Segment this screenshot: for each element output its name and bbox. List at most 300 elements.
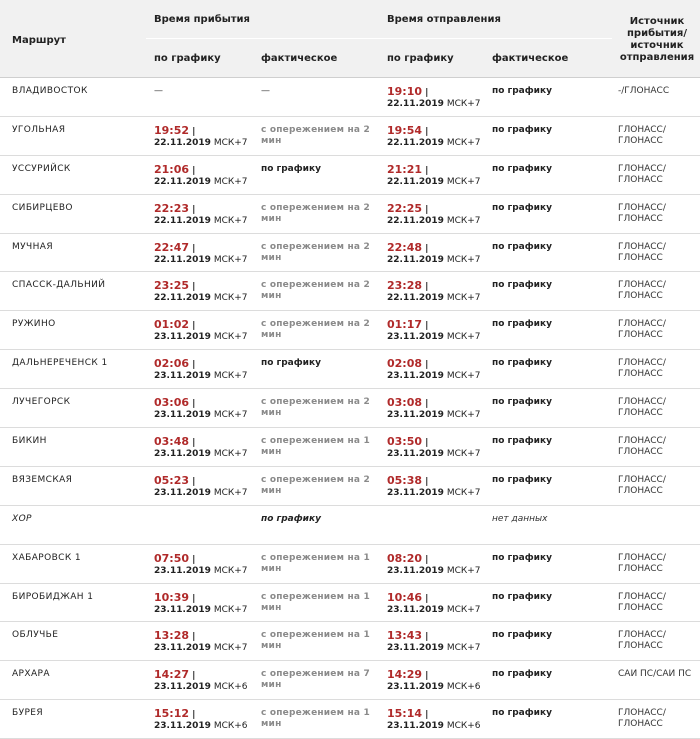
arrival-scheduled	[154, 553, 254, 577]
departure-separator: |	[422, 554, 429, 565]
arrival-time-line	[154, 319, 254, 332]
arrival-timezone: МСК+6	[213, 721, 248, 732]
source: ГЛОНАСС/ ГЛОНАСС	[618, 163, 666, 185]
departure-date-line	[387, 682, 487, 693]
arrival-timezone: МСК+6	[213, 682, 248, 693]
arrival-actual: по графику	[261, 358, 321, 369]
departure-separator: |	[422, 632, 429, 643]
table-header	[0, 0, 700, 78]
arrival-date: 23.11.2019	[154, 604, 211, 615]
arrival-time-line	[154, 203, 254, 216]
arrival-time: 05:23	[154, 473, 190, 487]
arrival-scheduled	[154, 475, 254, 499]
arrival-separator: |	[189, 399, 196, 410]
departure-separator: |	[422, 593, 429, 604]
arrival-date: 22.11.2019	[154, 293, 211, 304]
arrival-separator: |	[189, 554, 196, 565]
departure-separator: |	[422, 204, 429, 215]
departure-scheduled	[387, 708, 487, 732]
departure-time-line	[387, 630, 487, 643]
table-row	[0, 622, 700, 661]
table-row	[0, 661, 700, 700]
departure-time: 03:50	[387, 435, 423, 449]
station-name: МУЧНАЯ	[12, 241, 53, 252]
arrival-actual: с опережением на 2 мин	[261, 319, 370, 341]
arrival-date: 23.11.2019	[154, 682, 211, 693]
departure-time: 19:10	[387, 85, 423, 98]
departure-actual: по графику	[492, 708, 552, 719]
departure-date-line	[387, 605, 487, 616]
departure-separator: |	[422, 399, 429, 410]
arrival-scheduled	[154, 164, 254, 188]
departure-time-line	[387, 242, 487, 255]
arrival-date-line	[154, 605, 254, 616]
departure-date: 22.11.2019	[387, 293, 444, 304]
arrival-scheduled	[154, 669, 254, 693]
header-divider	[146, 38, 612, 39]
arrival-timezone: МСК+7	[213, 254, 248, 265]
arrival-actual: с опережением на 7 мин	[261, 669, 370, 691]
departure-time: 08:20	[387, 551, 423, 565]
arrival-time: 14:27	[154, 668, 190, 682]
departure-actual: нет данных	[492, 513, 548, 524]
arrival-date-line	[154, 293, 254, 304]
station-name: УГОЛЬНАЯ	[12, 124, 66, 135]
departure-time-line	[387, 436, 487, 449]
source: САИ ПС/САИ ПС	[618, 669, 692, 680]
arrival-timezone: МСК+7	[213, 449, 248, 460]
departure-actual: по графику	[492, 474, 552, 485]
arrival-date-line	[154, 488, 254, 499]
departure-separator: |	[422, 126, 429, 137]
departure-time: 21:21	[387, 162, 423, 176]
arrival-actual: с опережением на 2 мин	[261, 280, 370, 302]
station-name: ВЯЗЕМСКАЯ	[12, 474, 73, 485]
source: ГЛОНАСС/ ГЛОНАСС	[618, 241, 666, 263]
arrival-time-line	[154, 630, 254, 643]
arrival-time-line	[154, 475, 254, 488]
arrival-time-line	[154, 358, 254, 371]
departure-timezone: МСК+7	[446, 371, 481, 382]
arrival-time: 19:52	[154, 123, 190, 137]
arrival-time: 07:50	[154, 551, 190, 565]
arrival-timezone: МСК+7	[213, 643, 248, 654]
departure-time-line	[387, 397, 487, 410]
arrival-scheduled	[154, 319, 254, 343]
header-departure-actual: фактическое	[492, 53, 569, 64]
arrival-timezone: МСК+7	[213, 332, 248, 343]
arrival-date-line	[154, 332, 254, 343]
arrival-date: 23.11.2019	[154, 565, 211, 576]
departure-date: 23.11.2019	[387, 643, 444, 654]
departure-scheduled	[387, 125, 487, 149]
departure-actual: по графику	[492, 280, 552, 291]
departure-date-line	[387, 255, 487, 266]
arrival-time-line	[154, 242, 254, 255]
table-row	[0, 156, 700, 195]
departure-date: 23.11.2019	[387, 604, 444, 615]
arrival-time-line	[154, 280, 254, 293]
departure-timezone: МСК+7	[446, 293, 481, 304]
departure-timezone: МСК+7	[446, 604, 481, 615]
header-arrival: Время прибытия	[154, 14, 250, 25]
departure-date-line	[387, 332, 487, 343]
departure-separator: |	[422, 671, 429, 682]
arrival-date: 23.11.2019	[154, 721, 211, 732]
arrival-separator: |	[189, 126, 196, 137]
departure-scheduled	[387, 164, 487, 188]
table-row	[0, 195, 700, 234]
table-row	[0, 428, 700, 467]
arrival-scheduled	[154, 125, 254, 149]
table-row	[0, 272, 700, 311]
arrival-time-line	[154, 164, 254, 177]
arrival-actual: с опережением на 1 мин	[261, 708, 370, 730]
arrival-scheduled	[154, 708, 254, 732]
departure-scheduled	[387, 86, 487, 110]
source: ГЛОНАСС/ ГЛОНАСС	[618, 280, 666, 302]
arrival-time: 22:47	[154, 240, 190, 254]
source: ГЛОНАСС/ ГЛОНАСС	[618, 124, 666, 146]
arrival-time-line	[154, 553, 254, 566]
departure-scheduled	[387, 319, 487, 343]
departure-scheduled	[387, 553, 487, 577]
arrival-date-line	[154, 177, 254, 188]
departure-timezone: МСК+7	[446, 449, 481, 460]
arrival-date-line	[154, 255, 254, 266]
departure-time-line	[387, 358, 487, 371]
arrival-scheduled	[154, 397, 254, 421]
arrival-date-line	[154, 721, 254, 732]
departure-time-line	[387, 475, 487, 488]
source: ГЛОНАСС/ ГЛОНАСС	[618, 591, 666, 613]
station-name: ОБЛУЧЬЕ	[12, 630, 59, 641]
departure-date-line	[387, 410, 487, 421]
departure-actual: по графику	[492, 397, 552, 408]
arrival-date-line	[154, 682, 254, 693]
arrival-timezone: МСК+7	[213, 137, 248, 148]
arrival-time: 13:28	[154, 629, 190, 643]
station-name: БИКИН	[12, 436, 47, 447]
arrival-date: 23.11.2019	[154, 410, 211, 421]
departure-actual: по графику	[492, 124, 552, 135]
departure-timezone: МСК+7	[446, 99, 481, 109]
departure-date-line	[387, 293, 487, 304]
station-name: СИБИРЦЕВО	[12, 202, 73, 213]
arrival-actual: —	[261, 86, 270, 96]
arrival-separator: |	[189, 360, 196, 371]
arrival-date: 23.11.2019	[154, 487, 211, 498]
arrival-actual: с опережением на 2 мин	[261, 124, 370, 146]
header-arrival-actual: фактическое	[261, 53, 338, 64]
arrival-dash: —	[154, 86, 163, 96]
arrival-actual: по графику	[261, 513, 321, 524]
departure-date-line	[387, 643, 487, 654]
departure-timezone: МСК+7	[446, 643, 481, 654]
departure-actual: по графику	[492, 163, 552, 174]
departure-time: 22:48	[387, 240, 423, 254]
arrival-actual: с опережением на 1 мин	[261, 436, 370, 458]
departure-date-line	[387, 449, 487, 460]
departure-date-line	[387, 216, 487, 227]
table-row	[0, 467, 700, 506]
arrival-separator: |	[189, 438, 196, 449]
station-name: УССУРИЙСК	[12, 163, 71, 174]
departure-time-line	[387, 319, 487, 332]
departure-scheduled	[387, 669, 487, 693]
table-row	[0, 506, 700, 545]
arrival-separator: |	[189, 710, 196, 721]
departure-timezone: МСК+6	[446, 682, 481, 693]
departure-scheduled	[387, 630, 487, 654]
departure-actual: по графику	[492, 86, 552, 96]
departure-time-line	[387, 203, 487, 216]
arrival-time: 02:06	[154, 357, 190, 371]
arrival-separator: |	[189, 204, 196, 215]
source: ГЛОНАСС/ ГЛОНАСС	[618, 708, 666, 730]
departure-timezone: МСК+7	[446, 332, 481, 343]
table-row	[0, 350, 700, 389]
departure-scheduled	[387, 475, 487, 499]
arrival-actual: с опережением на 1 мин	[261, 630, 370, 652]
arrival-time-line	[154, 708, 254, 721]
table-row	[0, 389, 700, 428]
departure-date: 23.11.2019	[387, 682, 444, 693]
arrival-time: 01:02	[154, 318, 190, 332]
header-route: Маршрут	[12, 35, 66, 46]
departure-actual: по графику	[492, 319, 552, 330]
station-name: ДАЛЬНЕРЕЧЕНСК 1	[12, 358, 108, 369]
arrival-date-line	[154, 449, 254, 460]
departure-separator: |	[422, 165, 429, 176]
table-row	[0, 545, 700, 584]
departure-time: 01:17	[387, 318, 423, 332]
departure-date-line	[387, 138, 487, 149]
arrival-separator: |	[189, 282, 196, 293]
arrival-date-line	[154, 138, 254, 149]
departure-timezone: МСК+7	[446, 254, 481, 265]
arrival-date: 22.11.2019	[154, 254, 211, 265]
arrival-timezone: МСК+7	[213, 565, 248, 576]
arrival-date-line	[154, 371, 254, 382]
departure-separator: |	[422, 710, 429, 721]
source: ГЛОНАСС/ ГЛОНАСС	[618, 630, 666, 652]
arrival-time-line	[154, 669, 254, 682]
departure-date-line	[387, 488, 487, 499]
arrival-date: 22.11.2019	[154, 215, 211, 226]
arrival-scheduled	[154, 86, 254, 97]
arrival-actual: по графику	[261, 163, 321, 174]
departure-actual: по графику	[492, 436, 552, 447]
station-name: ХАБАРОВСК 1	[12, 552, 81, 563]
arrival-timezone: МСК+7	[213, 604, 248, 615]
arrival-date: 23.11.2019	[154, 643, 211, 654]
departure-time-line	[387, 86, 487, 99]
arrival-date: 22.11.2019	[154, 176, 211, 187]
arrival-time-line	[154, 592, 254, 605]
departure-actual: по графику	[492, 630, 552, 641]
table-body	[0, 78, 700, 739]
station-name: ВЛАДИВОСТОК	[12, 86, 88, 96]
table-row	[0, 700, 700, 739]
departure-time-line	[387, 553, 487, 566]
arrival-scheduled	[154, 242, 254, 266]
departure-timezone: МСК+7	[446, 565, 481, 576]
arrival-separator: |	[189, 243, 196, 254]
source: ГЛОНАСС/ ГЛОНАСС	[618, 358, 666, 380]
departure-date: 22.11.2019	[387, 176, 444, 187]
departure-separator: |	[422, 321, 429, 332]
departure-timezone: МСК+7	[446, 176, 481, 187]
arrival-timezone: МСК+7	[213, 487, 248, 498]
arrival-actual: с опережением на 2 мин	[261, 241, 370, 263]
arrival-time: 10:39	[154, 590, 190, 604]
departure-date: 23.11.2019	[387, 449, 444, 460]
departure-date-line	[387, 177, 487, 188]
arrival-date-line	[154, 410, 254, 421]
departure-time: 23:28	[387, 279, 423, 293]
source: ГЛОНАСС/ ГЛОНАСС	[618, 202, 666, 224]
departure-scheduled	[387, 592, 487, 616]
arrival-scheduled	[154, 630, 254, 654]
arrival-timezone: МСК+7	[213, 176, 248, 187]
source: -/ГЛОНАСС	[618, 86, 670, 96]
header-source: Источник прибытия/ источник отправления	[619, 16, 695, 63]
station-name: РУЖИНО	[12, 319, 56, 330]
departure-timezone: МСК+7	[446, 215, 481, 226]
departure-time-line	[387, 592, 487, 605]
arrival-actual: с опережением на 2 мин	[261, 474, 370, 496]
arrival-time: 03:48	[154, 435, 190, 449]
departure-time: 03:08	[387, 396, 423, 410]
source: ГЛОНАСС/ ГЛОНАСС	[618, 319, 666, 341]
station-name: АРХАРА	[12, 669, 50, 680]
arrival-time-line	[154, 436, 254, 449]
departure-timezone: МСК+7	[446, 487, 481, 498]
departure-time: 15:14	[387, 707, 423, 721]
table-row	[0, 117, 700, 156]
departure-date: 22.11.2019	[387, 254, 444, 265]
arrival-actual: с опережением на 2 мин	[261, 397, 370, 419]
departure-separator: |	[422, 243, 429, 254]
departure-date: 23.11.2019	[387, 410, 444, 421]
table-row	[0, 584, 700, 623]
departure-separator: |	[422, 360, 429, 371]
arrival-separator: |	[189, 165, 196, 176]
arrival-time-line	[154, 125, 254, 138]
departure-scheduled	[387, 203, 487, 227]
departure-separator: |	[422, 476, 429, 487]
station-name: СПАССК-ДАЛЬНИЙ	[12, 280, 106, 291]
arrival-date: 23.11.2019	[154, 332, 211, 343]
arrival-time: 03:06	[154, 396, 190, 410]
departure-date-line	[387, 566, 487, 577]
arrival-date: 22.11.2019	[154, 137, 211, 148]
arrival-timezone: МСК+7	[213, 293, 248, 304]
departure-date: 23.11.2019	[387, 487, 444, 498]
departure-date-line	[387, 721, 487, 732]
arrival-timezone: МСК+7	[213, 215, 248, 226]
arrival-actual: с опережением на 1 мин	[261, 552, 370, 574]
departure-date: 23.11.2019	[387, 565, 444, 576]
departure-time-line	[387, 280, 487, 293]
arrival-date: 23.11.2019	[154, 449, 211, 460]
arrival-time-line	[154, 397, 254, 410]
departure-scheduled	[387, 397, 487, 421]
table-row	[0, 78, 700, 117]
arrival-scheduled	[154, 358, 254, 382]
source: ГЛОНАСС/ ГЛОНАСС	[618, 436, 666, 458]
departure-separator: |	[422, 282, 429, 293]
arrival-time: 23:25	[154, 279, 190, 293]
departure-time: 02:08	[387, 357, 423, 371]
departure-scheduled	[387, 436, 487, 460]
arrival-scheduled	[154, 203, 254, 227]
header-arrival-scheduled: по графику	[154, 53, 221, 64]
departure-time: 22:25	[387, 201, 423, 215]
departure-date: 23.11.2019	[387, 371, 444, 382]
departure-date-line	[387, 371, 487, 382]
station-name: ЛУЧЕГОРСК	[12, 397, 71, 408]
arrival-date-line	[154, 643, 254, 654]
header-departure: Время отправления	[387, 14, 501, 25]
departure-actual: по графику	[492, 552, 552, 563]
departure-date: 23.11.2019	[387, 721, 444, 732]
departure-actual: по графику	[492, 358, 552, 369]
arrival-actual: с опережением на 1 мин	[261, 591, 370, 613]
departure-timezone: МСК+6	[446, 721, 481, 732]
arrival-timezone: МСК+7	[213, 410, 248, 421]
departure-time-line	[387, 125, 487, 138]
arrival-scheduled	[154, 592, 254, 616]
departure-separator: |	[422, 88, 429, 98]
departure-time-line	[387, 669, 487, 682]
departure-actual: по графику	[492, 202, 552, 213]
table-row	[0, 234, 700, 273]
departure-time: 10:46	[387, 590, 423, 604]
arrival-time: 22:23	[154, 201, 190, 215]
station-name: БУРЕЯ	[12, 708, 44, 719]
departure-timezone: МСК+7	[446, 137, 481, 148]
departure-timezone: МСК+7	[446, 410, 481, 421]
departure-time: 13:43	[387, 629, 423, 643]
arrival-actual: с опережением на 2 мин	[261, 202, 370, 224]
arrival-date-line	[154, 566, 254, 577]
departure-date: 23.11.2019	[387, 332, 444, 343]
departure-date: 22.11.2019	[387, 137, 444, 148]
table-row	[0, 311, 700, 350]
departure-actual: по графику	[492, 591, 552, 602]
arrival-date-line	[154, 216, 254, 227]
arrival-time: 15:12	[154, 707, 190, 721]
arrival-separator: |	[189, 671, 196, 682]
arrival-timezone: МСК+7	[213, 371, 248, 382]
arrival-scheduled	[154, 436, 254, 460]
source: ГЛОНАСС/ ГЛОНАСС	[618, 397, 666, 419]
arrival-separator: |	[189, 593, 196, 604]
arrival-separator: |	[189, 632, 196, 643]
departure-time-line	[387, 708, 487, 721]
station-name: БИРОБИДЖАН 1	[12, 591, 94, 602]
departure-date: 22.11.2019	[387, 215, 444, 226]
departure-actual: по графику	[492, 241, 552, 252]
arrival-scheduled	[154, 280, 254, 304]
departure-scheduled	[387, 280, 487, 304]
departure-scheduled	[387, 242, 487, 266]
departure-time: 19:54	[387, 123, 423, 137]
departure-scheduled	[387, 358, 487, 382]
header-departure-scheduled: по графику	[387, 53, 454, 64]
